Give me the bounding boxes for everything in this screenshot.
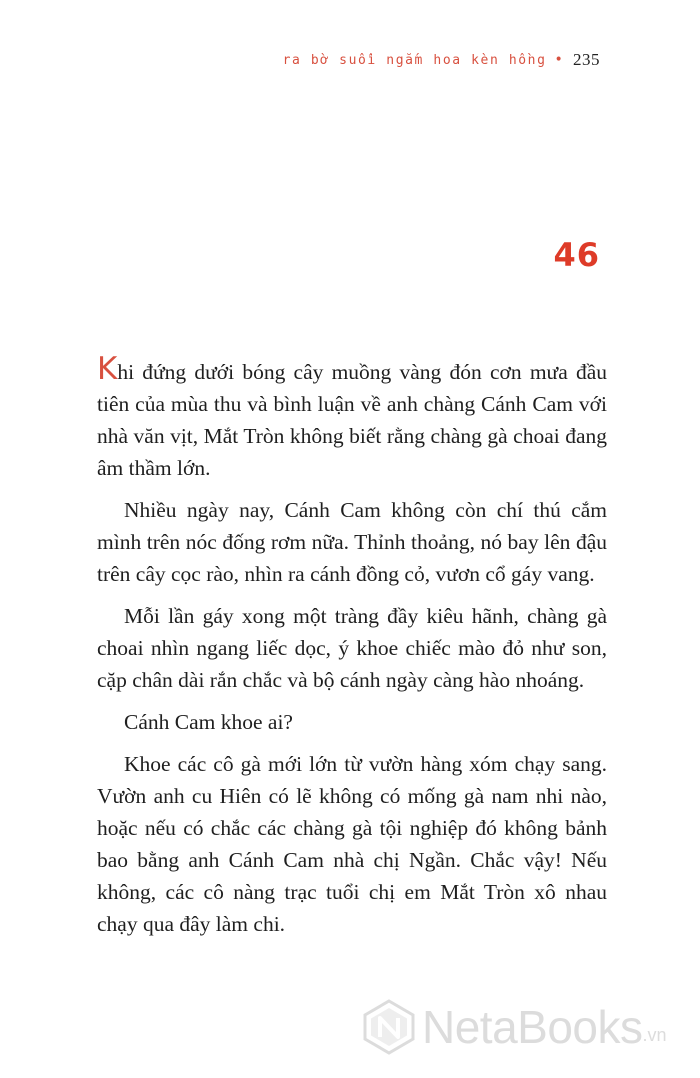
paragraph-3: Mỗi lần gáy xong một tràng đầy kiêu hãnh, chàng gà choai nhìn ngang liếc dọc, ý khoe chiếc mào đỏ như son, cặp chân dài rắn chắc và bộ cánh ngày càng hào nhoáng. (97, 604, 607, 692)
paragraph-2: Nhiều ngày nay, Cánh Cam không còn chí thú cắm mình trên nóc đống rơm nữa. Thỉnh thoảng, nó bay lên đậu trên cây cọc rào, nhìn ra cánh đồng cỏ, vươn cổ gáy vang. (97, 498, 607, 586)
running-title: ra bờ suối ngắm hoa kèn hồng (282, 52, 547, 68)
watermark-suffix: .vn (642, 1025, 667, 1045)
chapter-number: 46 (553, 236, 600, 274)
page-number: 235 (573, 50, 600, 69)
running-head (283, 50, 600, 70)
paragraph-5: Khoe các cô gà mới lớn từ vườn hàng xóm chạy sang. Vườn anh cu Hiên có lẽ không có mống gà nam nhi nào, hoặc nếu có chắc các chàng gà tội nghiệp đó không bảnh bao bằng anh Cánh Cam nhà chị Ngần. Chắc vậy! Nếu không, các cô nàng trạc tuổi chị em Mắt Tròn xô nhau chạy qua đây làm chi. (97, 752, 607, 936)
drop-initial: K (97, 351, 118, 387)
header-separator: • (554, 52, 565, 68)
paragraph-4: Cánh Cam khoe ai? (124, 710, 293, 734)
paragraph-1 (97, 351, 607, 484)
watermark-text: NetaBooks (422, 1001, 643, 1053)
watermark (360, 998, 667, 1056)
chapter-body (97, 351, 607, 950)
netabooks-logo-icon (360, 998, 418, 1056)
paragraph-1-text: hi đứng dưới bóng cây muồng vàng đón cơn mưa đầu tiên của mùa thu và bình luận về anh chàng Cánh Cam với nhà văn vịt, Mắt Tròn không biết rằng chàng gà choai đang âm thầm lớn. (97, 360, 607, 480)
